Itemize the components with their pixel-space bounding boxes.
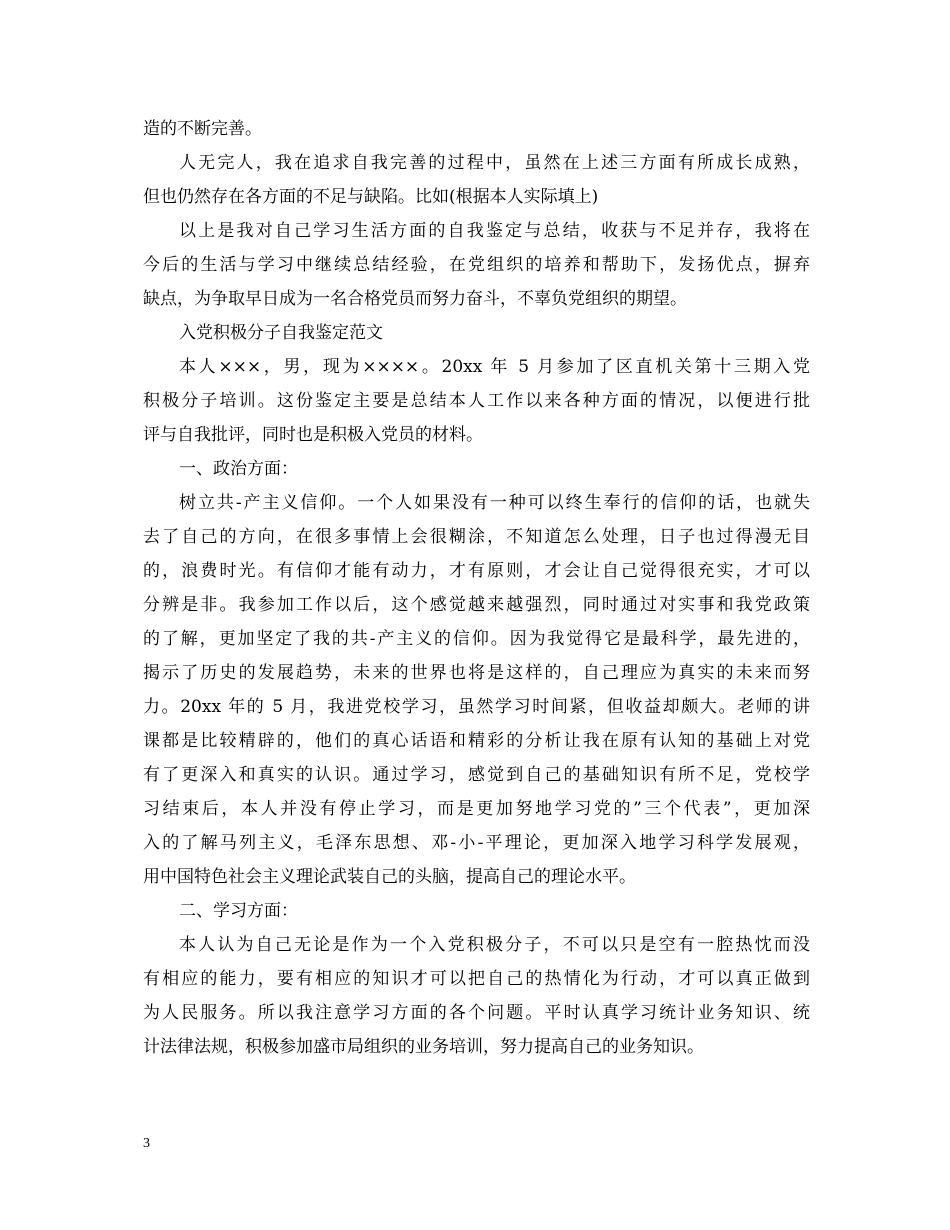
text-line: 课都是比较精辟的，他们的真心话语和精彩的分析让我在原有认知的基础上对党 <box>143 731 810 751</box>
text-line: 树立共-产主义信仰。一个人如果没有一种可以终生奉行的信仰的话，也就失 <box>179 493 810 513</box>
text-line: 评与自我批评，同时也是积极入党员的材料。 <box>143 425 483 445</box>
text-line: 本人×××，男，现为××××。20xx 年 5 月参加了区直机关第十三期入党 <box>179 357 810 377</box>
text-line: 本人认为自己无论是作为一个入党积极分子，不可以只是空有一腔热忱而没 <box>179 935 810 955</box>
text-line: 力。20xx 年的 5 月，我进党校学习，虽然学习时间紧，但收益却颇大。老师的讲 <box>143 697 810 717</box>
text-line: 揭示了历史的发展趋势，未来的世界也将是这样的，自己理应为真实的未来而努 <box>143 663 810 683</box>
text-line: 人无完人，我在追求自我完善的过程中，虽然在上述三方面有所成长成熟， <box>179 153 810 173</box>
text-line: 但也仍然存在各方面的不足与缺陷。比如(根据本人实际填上) <box>143 187 599 207</box>
document-body <box>143 112 810 1064</box>
text-line: 以上是我对自己学习生活方面的自我鉴定与总结，收获与不足并存，我将在 <box>179 221 810 241</box>
text-line: 用中国特色社会主义理论武装自己的头脑，提高自己的理论水平。 <box>143 867 636 887</box>
text-line: 今后的生活与学习中继续总结经验，在党组织的培养和帮助下，发扬优点，摒弃 <box>143 255 810 275</box>
text-line: 二、学习方面： <box>179 901 298 921</box>
text-line: 入党积极分子自我鉴定范文 <box>179 323 383 343</box>
text-line: 积极分子培训。这份鉴定主要是总结本人工作以来各种方面的情况，以便进行批 <box>143 391 810 411</box>
text-line: 计法律法规，积极参加盛市局组织的业务培训，努力提高自己的业务知识。 <box>143 1037 704 1057</box>
text-line: 习结束后，本人并没有停止学习，而是更加努地学习党的”三个代表”，更加深 <box>143 799 810 819</box>
text-line: 有相应的能力，要有相应的知识才可以把自己的热情化为行动，才可以真正做到 <box>143 969 810 989</box>
text-line: 缺点，为争取早日成为一名合格党员而努力奋斗，不辜负党组织的期望。 <box>143 289 687 309</box>
text-line: 去了自己的方向，在很多事情上会很糊涂，不知道怎么处理，日子也过得漫无目 <box>143 527 810 547</box>
text-line: 分辨是非。我参加工作以后，这个感觉越来越强烈，同时通过对实事和我党政策 <box>143 595 810 615</box>
text-line: 的了解，更加坚定了我的共-产主义的信仰。因为我觉得它是最科学，最先进的， <box>143 629 810 649</box>
text-line: 造的不断完善。 <box>143 119 262 139</box>
text-line: 入的了解马列主义，毛泽东思想、邓-小-平理论，更加深入地学习科学发展观， <box>143 833 810 853</box>
text-line: 为人民服务。所以我注意学习方面的各个问题。平时认真学习统计业务知识、统 <box>143 1003 810 1023</box>
text-line: 一、政治方面： <box>179 459 298 479</box>
page-number: 3 <box>143 1136 150 1151</box>
text-line: 有了更深入和真实的认识。通过学习，感觉到自己的基础知识有所不足，党校学 <box>143 765 810 785</box>
text-line: 的，浪费时光。有信仰才能有动力，才有原则，才会让自己觉得很充实，才可以 <box>143 561 810 581</box>
